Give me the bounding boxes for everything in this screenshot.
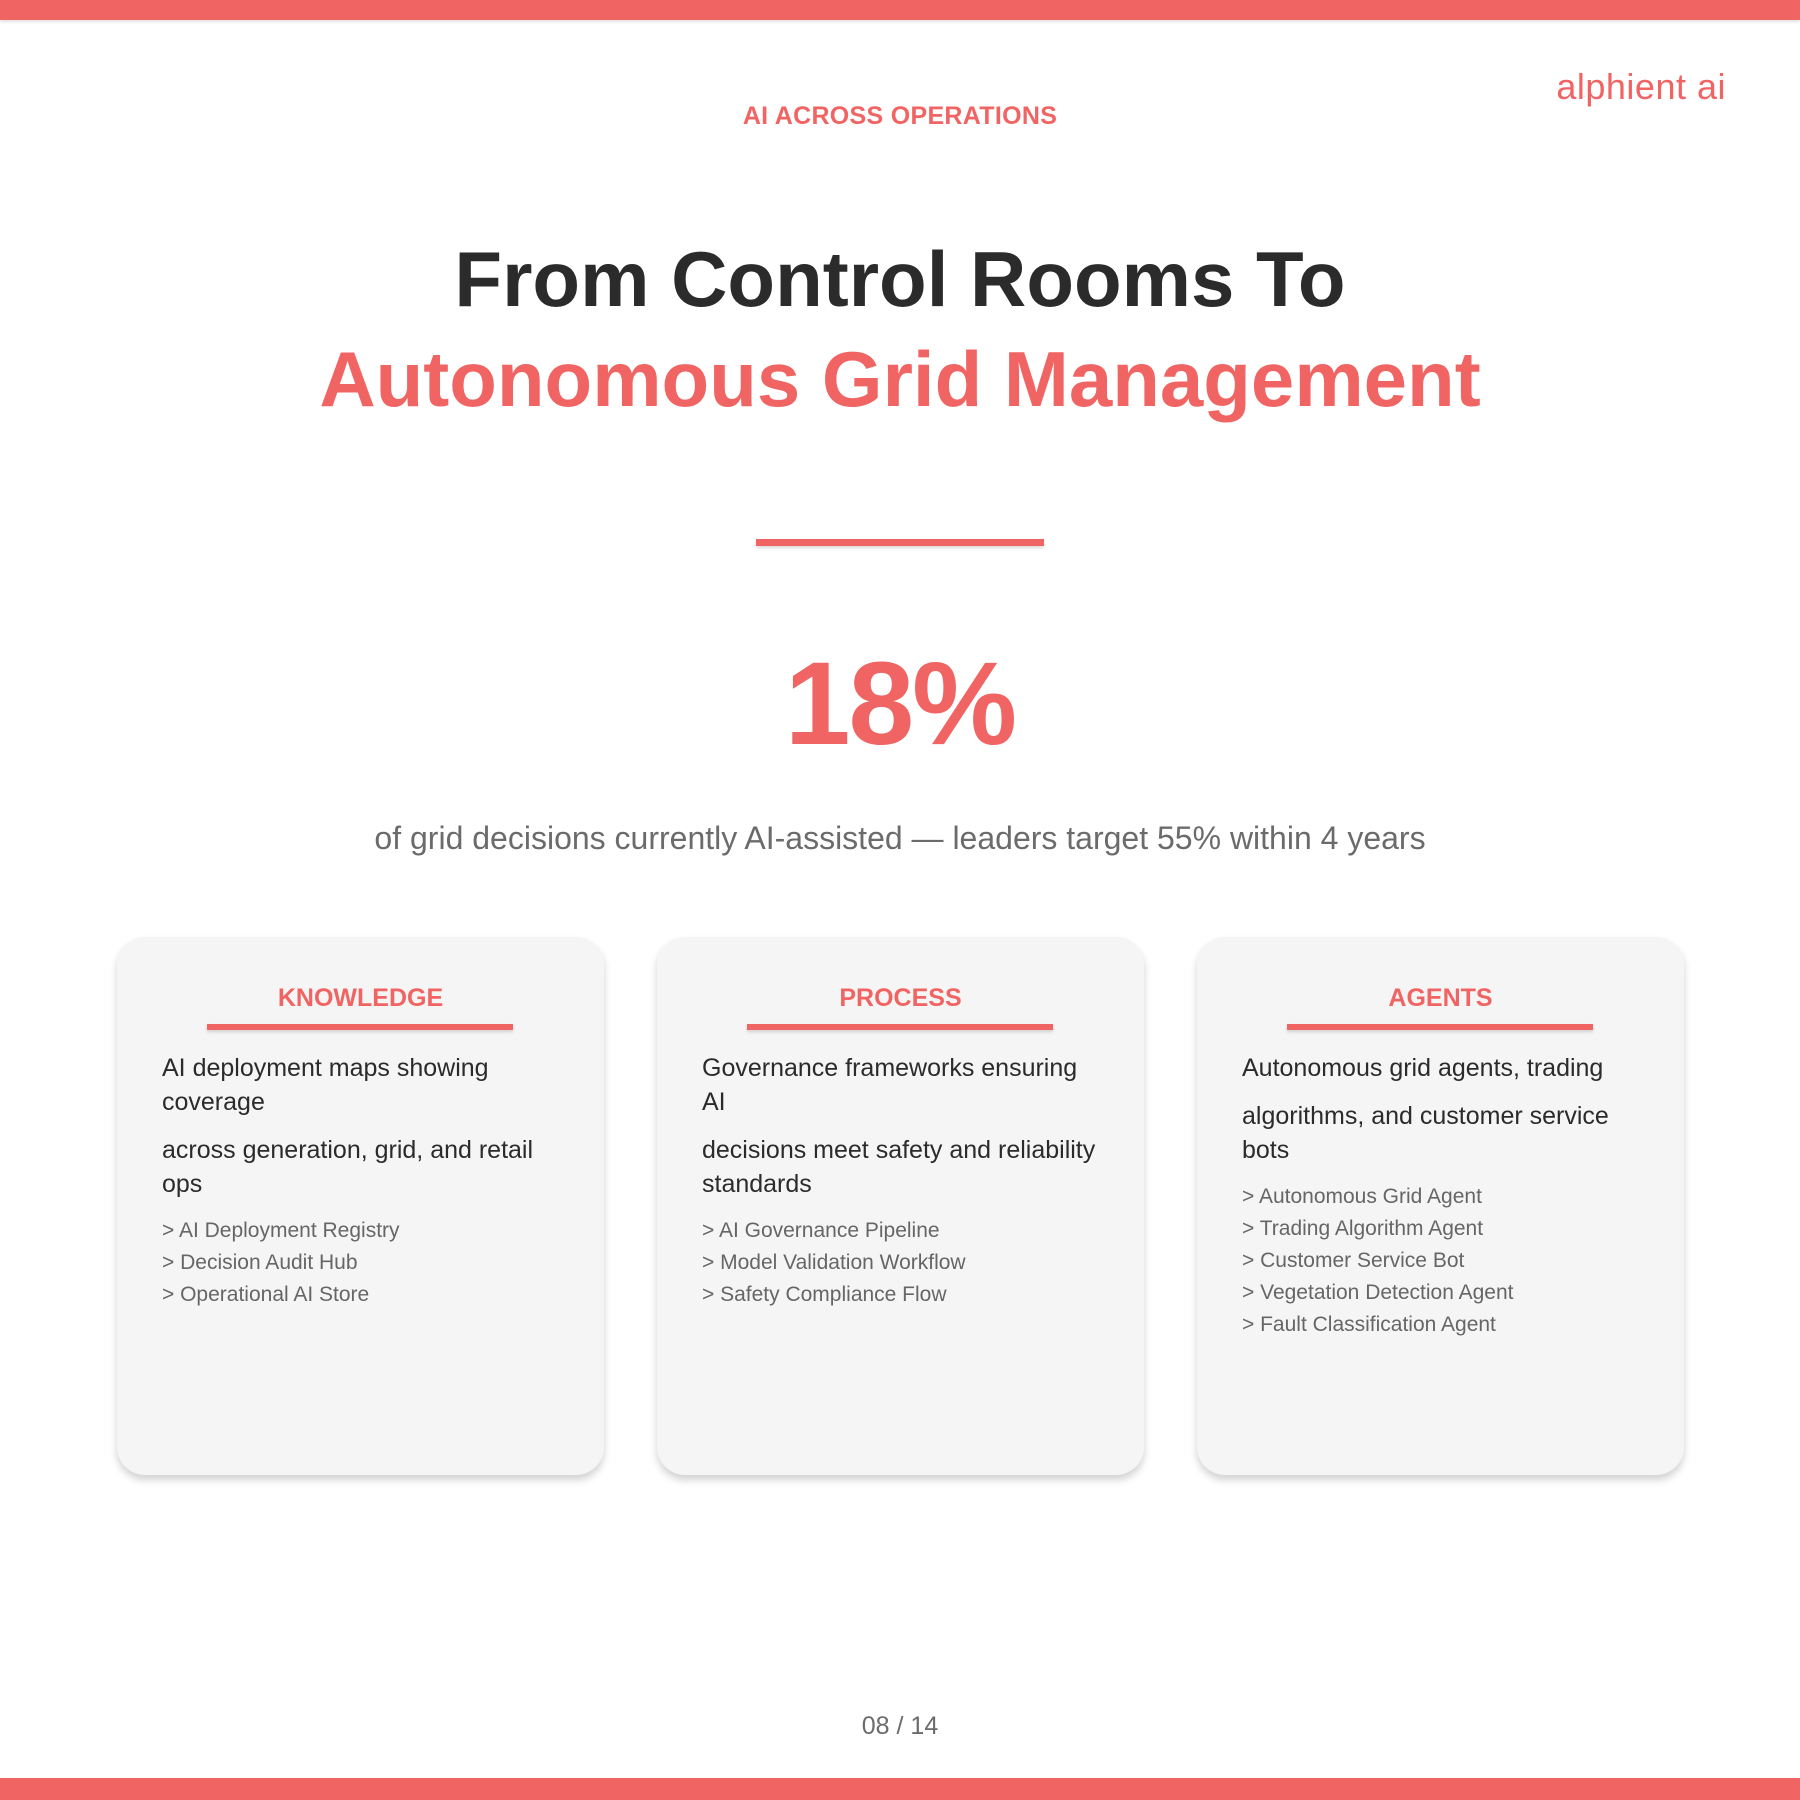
- brand-logo: alphient ai: [1556, 66, 1726, 107]
- list-item: > Trading Algorithm Agent: [1242, 1217, 1484, 1240]
- list-item: > AI Deployment Registry: [162, 1219, 400, 1242]
- list-item: > Operational AI Store: [162, 1283, 370, 1306]
- card-rule: [747, 1024, 1053, 1030]
- list-item: > Model Validation Workflow: [702, 1251, 966, 1274]
- card-body: [702, 1051, 1106, 1311]
- list-item: > Fault Classification Agent: [1242, 1313, 1496, 1336]
- list-item: > Customer Service Bot: [1242, 1249, 1465, 1272]
- section-eyebrow: AI ACROSS OPERATIONS: [742, 102, 1058, 130]
- card-description: decisions meet safety and reliability standards: [702, 1136, 1096, 1198]
- card-item-list: [702, 1215, 1106, 1311]
- title-line-1: From Control Rooms To: [454, 235, 1346, 323]
- card-description: algorithms, and customer service bots: [1242, 1102, 1609, 1164]
- card-rule: [1287, 1024, 1593, 1030]
- bottom-accent-bar: [0, 1778, 1800, 1800]
- card-item-list: [1242, 1181, 1646, 1341]
- stat-value: 18%: [784, 638, 1016, 770]
- card-description: Governance frameworks ensuring AI: [702, 1054, 1078, 1116]
- list-item: > AI Governance Pipeline: [702, 1219, 940, 1242]
- list-item: > Decision Audit Hub: [162, 1251, 358, 1274]
- card-item-list: [162, 1215, 566, 1311]
- list-item: > Safety Compliance Flow: [702, 1283, 947, 1306]
- page-number: 08 / 14: [861, 1712, 939, 1740]
- list-item: > Vegetation Detection Agent: [1242, 1281, 1514, 1304]
- card-agents: [1197, 937, 1684, 1475]
- card-description: AI deployment maps showing coverage: [162, 1054, 489, 1116]
- top-accent-bar: [0, 0, 1800, 20]
- card-heading: AGENTS: [1388, 984, 1493, 1012]
- stat-caption: of grid decisions currently AI-assisted — leaders target 55% within 4 years: [374, 820, 1426, 856]
- card-process: [657, 937, 1144, 1475]
- card-body: [162, 1051, 566, 1311]
- card-description: across generation, grid, and retail ops: [162, 1136, 534, 1198]
- card-rule: [207, 1024, 513, 1030]
- card-heading: KNOWLEDGE: [277, 984, 444, 1012]
- card-knowledge: [117, 937, 604, 1475]
- card-body: [1242, 1051, 1646, 1341]
- title-divider: [756, 539, 1044, 546]
- list-item: > Autonomous Grid Agent: [1242, 1185, 1482, 1208]
- card-description: Autonomous grid agents, trading: [1242, 1054, 1604, 1082]
- title-line-2: Autonomous Grid Management: [319, 335, 1481, 423]
- card-heading: PROCESS: [839, 984, 962, 1012]
